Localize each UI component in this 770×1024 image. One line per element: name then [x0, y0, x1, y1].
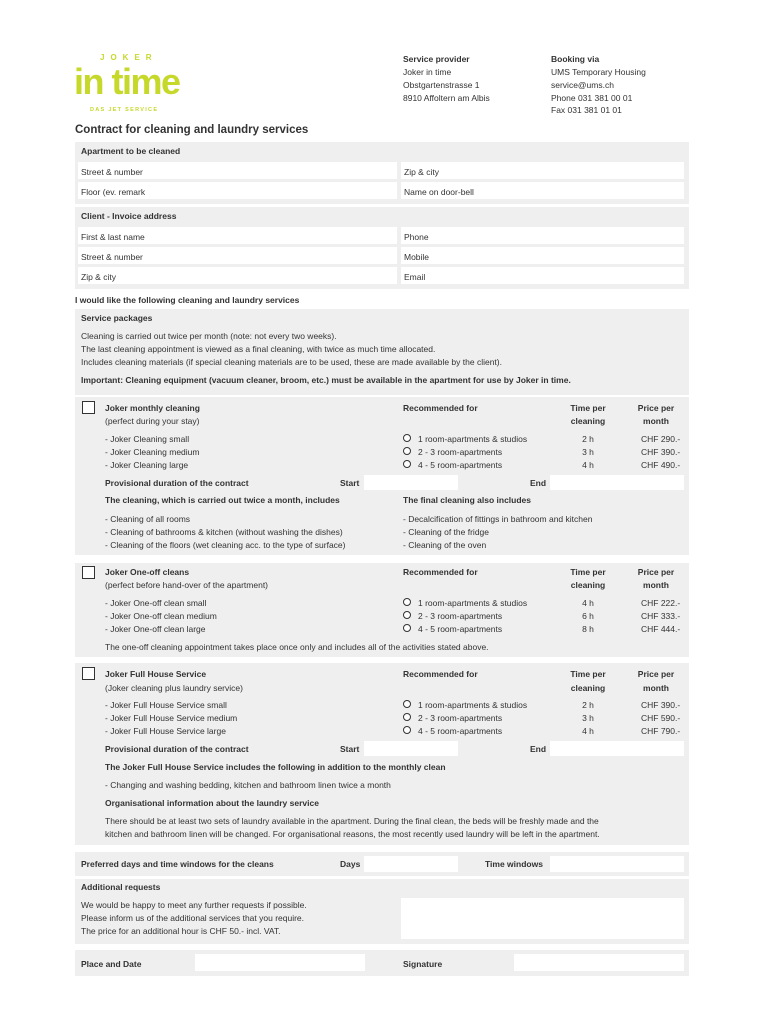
price-header: Price per [637, 669, 675, 679]
provider-line: Obstgartenstrasse 1 [403, 80, 480, 90]
preferred-label: Preferred days and time windows for the cleans [81, 859, 274, 869]
oneoff-item: - Joker One-off clean large [105, 624, 206, 634]
recommended-header: Recommended for [403, 669, 478, 679]
fullhouse-start-label: Start [340, 744, 360, 754]
price-header-2: month [643, 683, 669, 693]
monthly-item: - Joker Cleaning medium [105, 447, 200, 457]
booking-line: UMS Temporary Housing [551, 67, 646, 77]
oneoff-item: - Joker One-off clean medium [105, 611, 217, 621]
packages-important: Important: Cleaning equipment (vacuum cleaner, broom, etc.) must be available in the apartment for use by Joker in time. [81, 375, 571, 385]
time-header: Time per [570, 669, 606, 679]
oneoff-title: Joker One-off cleans [105, 567, 190, 577]
oneoff-subtitle: (perfect before hand-over of the apartment) [105, 580, 269, 590]
time-header-2: cleaning [570, 416, 606, 426]
mobile-field[interactable] [401, 247, 684, 264]
price-value: CHF 490.- [641, 460, 681, 470]
room-label: 1 room-apartments & studios [418, 700, 528, 710]
final-include-item: - Cleaning of the fridge [403, 527, 489, 537]
recommended-header: Recommended for [403, 403, 478, 413]
packages-line: The last cleaning appointment is viewed as a final cleaning, with twice as much time allocated. [81, 344, 436, 354]
fullhouse-duration-label: Provisional duration of the contract [105, 744, 249, 754]
client-zip-field[interactable] [78, 267, 397, 284]
monthly-include-item: - Cleaning of bathrooms & kitchen (without washing the dishes) [105, 527, 343, 537]
fullhouse-subtitle: (Joker cleaning plus laundry service) [105, 683, 243, 693]
additional-line: The price for an additional hour is CHF 50.- incl. VAT. [81, 926, 281, 936]
logo: in time [74, 61, 180, 102]
time-value: 8 h [582, 624, 594, 634]
client-street-label: Street & number [81, 252, 143, 262]
days-label: Days [340, 859, 361, 869]
room-label: 4 - 5 room-apartments [418, 460, 503, 470]
packages-heading: Service packages [81, 313, 153, 323]
final-include-item: - Decalcification of fittings in bathroom and kitchen [403, 514, 593, 524]
time-value: 2 h [582, 700, 594, 710]
price-header: Price per [637, 403, 675, 413]
monthly-subtitle: (perfect during your stay) [105, 416, 200, 426]
room-label: 1 room-apartments & studios [418, 598, 528, 608]
place-date-label: Place and Date [81, 959, 142, 969]
signature-field[interactable] [514, 954, 684, 971]
additional-heading: Additional requests [81, 882, 161, 892]
fullhouse-start-field[interactable] [364, 741, 458, 756]
time-value: 2 h [582, 434, 594, 444]
price-value: CHF 333.- [641, 611, 681, 621]
room-label: 2 - 3 room-apartments [418, 713, 503, 723]
recommended-header: Recommended for [403, 567, 478, 577]
client-heading: Client - Invoice address [81, 211, 177, 221]
monthly-end-label: End [530, 478, 547, 488]
time-value: 3 h [582, 713, 594, 723]
monthly-include-item: - Cleaning of all rooms [105, 514, 191, 524]
apartment-heading: Apartment to be cleaned [81, 146, 181, 156]
additional-line: Please inform us of the additional services that you require. [81, 913, 305, 923]
time-header-2: cleaning [570, 580, 606, 590]
phone-field[interactable] [401, 227, 684, 244]
booking-email: service@ums.ch [551, 80, 614, 90]
monthly-includes-title: The cleaning, which is carried out twice a month, includes [105, 495, 340, 505]
fullhouse-item: - Joker Full House Service small [105, 700, 227, 710]
final-include-item: - Cleaning of the oven [403, 540, 487, 550]
monthly-start-field[interactable] [364, 475, 458, 490]
place-date-field[interactable] [195, 954, 365, 971]
price-value: CHF 790.- [641, 726, 681, 736]
provider-title: Service provider [403, 54, 470, 64]
monthly-duration-label: Provisional duration of the contract [105, 478, 249, 488]
days-field[interactable] [364, 856, 458, 872]
time-header: Time per [570, 567, 606, 577]
logo-top-text: JOKER [100, 53, 158, 62]
final-cleaning-title: The final cleaning also includes [403, 495, 532, 505]
fullhouse-title: Joker Full House Service [105, 669, 207, 679]
room-label: 4 - 5 room-apartments [418, 624, 503, 634]
laundry-info-line: There should be at least two sets of laundry available in the apartment. During the final clean, the beds will be freshly made and the [105, 816, 599, 826]
street-label: Street & number [81, 167, 143, 177]
time-windows-field[interactable] [550, 856, 684, 872]
additional-requests-field[interactable] [401, 898, 684, 939]
name-label: First & last name [81, 232, 145, 242]
fullhouse-include-item: - Changing and washing bedding, kitchen and bathroom linen twice a month [105, 780, 391, 790]
time-value: 4 h [582, 726, 594, 736]
time-value: 3 h [582, 447, 594, 457]
room-label: 2 - 3 room-apartments [418, 447, 503, 457]
price-header-2: month [643, 580, 669, 590]
time-value: 4 h [582, 460, 594, 470]
booking-fax: Fax 031 381 01 01 [551, 105, 622, 115]
additional-line: We would be happy to meet any further requests if possible. [81, 900, 307, 910]
zip-label: Zip & city [404, 167, 439, 177]
signature-label: Signature [403, 959, 443, 969]
booking-phone: Phone 031 381 00 01 [551, 93, 633, 103]
monthly-item: - Joker Cleaning large [105, 460, 189, 470]
floor-label: Floor (ev. remark [81, 187, 146, 197]
monthly-radio-medium[interactable] [403, 447, 411, 455]
fullhouse-end-label: End [530, 744, 547, 754]
laundry-info-title: Organisational information about the laundry service [105, 798, 319, 808]
fullhouse-item: - Joker Full House Service medium [105, 713, 238, 723]
time-windows-label: Time windows [485, 859, 543, 869]
monthly-include-item: - Cleaning of the floors (wet cleaning acc. to the type of surface) [105, 540, 346, 550]
monthly-radio-large[interactable] [403, 460, 411, 468]
packages-line: Cleaning is carried out twice per month (note: not every two weeks). [81, 331, 337, 341]
email-label: Email [404, 272, 426, 282]
time-value: 6 h [582, 611, 594, 621]
oneoff-radio-large[interactable] [403, 624, 411, 632]
price-value: CHF 390.- [641, 700, 681, 710]
booking-title: Booking via [551, 54, 600, 64]
mobile-label: Mobile [404, 252, 430, 262]
price-header: Price per [637, 567, 675, 577]
zip-field[interactable] [401, 162, 684, 179]
price-value: CHF 390.- [641, 447, 681, 457]
price-header-2: month [643, 416, 669, 426]
room-label: 4 - 5 room-apartments [418, 726, 503, 736]
time-header: Time per [570, 403, 606, 413]
monthly-start-label: Start [340, 478, 360, 488]
room-label: 1 room-apartments & studios [418, 434, 528, 444]
phone-label: Phone [404, 232, 429, 242]
monthly-title: Joker monthly cleaning [105, 403, 200, 413]
monthly-checkbox[interactable] [82, 401, 95, 414]
oneoff-checkbox[interactable] [82, 566, 95, 579]
laundry-info-line: kitchen and bathroom linen will be changed. For organisational reasons, the most recently used laundry will be left in the apartment. [105, 829, 600, 839]
fullhouse-radio-medium[interactable] [403, 713, 411, 721]
oneoff-radio-small[interactable] [403, 598, 411, 606]
monthly-item: - Joker Cleaning small [105, 434, 190, 444]
fullhouse-includes-title: The Joker Full House Service includes the following in addition to the monthly clean [105, 762, 446, 772]
oneoff-radio-medium[interactable] [403, 611, 411, 619]
email-field[interactable] [401, 267, 684, 284]
time-header-2: cleaning [570, 683, 606, 693]
price-value: CHF 290.- [641, 434, 681, 444]
doorbell-label: Name on door-bell [404, 187, 474, 197]
provider-line: 8910 Affoltern am Albis [403, 93, 490, 103]
packages-line: Includes cleaning materials (if special cleaning materials are to be used, these are made available by the client). [81, 357, 502, 367]
fullhouse-checkbox[interactable] [82, 667, 95, 680]
monthly-radio-small[interactable] [403, 434, 411, 442]
room-label: 2 - 3 room-apartments [418, 611, 503, 621]
price-value: CHF 222.- [641, 598, 681, 608]
page-title: Contract for cleaning and laundry services [75, 124, 309, 136]
time-value: 4 h [582, 598, 594, 608]
price-value: CHF 590.- [641, 713, 681, 723]
client-zip-label: Zip & city [81, 272, 116, 282]
fullhouse-radio-large[interactable] [403, 726, 411, 734]
logo-subtitle: DAS JET SERVICE [90, 107, 159, 113]
services-intro: I would like the following cleaning and laundry services [75, 295, 300, 305]
fullhouse-end-field[interactable] [550, 741, 684, 756]
fullhouse-item: - Joker Full House Service large [105, 726, 226, 736]
oneoff-item: - Joker One-off clean small [105, 598, 207, 608]
monthly-end-field[interactable] [550, 475, 684, 490]
oneoff-note: The one-off cleaning appointment takes place once only and includes all of the activities stated above. [105, 642, 489, 652]
provider-line: Joker in time [403, 67, 452, 77]
price-value: CHF 444.- [641, 624, 681, 634]
fullhouse-radio-small[interactable] [403, 700, 411, 708]
